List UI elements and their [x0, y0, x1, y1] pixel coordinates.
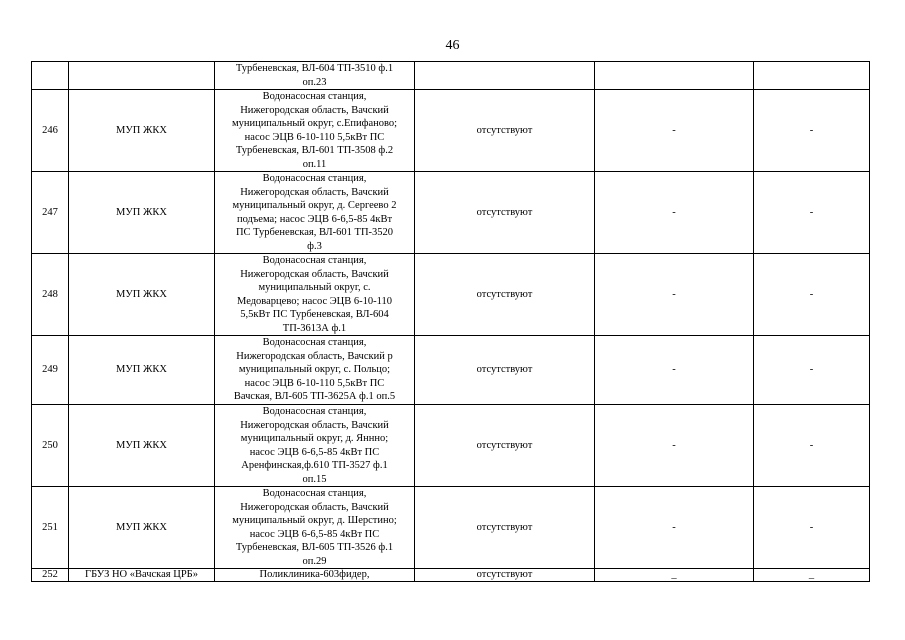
column-6-value: -	[754, 487, 870, 569]
object-line: Нижегородская область, Вачский	[240, 186, 389, 198]
object-line: муниципальный округ, д. Шерстино;	[232, 515, 397, 526]
row-number: 251	[32, 487, 69, 569]
column-5-value: -	[595, 90, 754, 172]
column-6-value: _	[754, 569, 870, 582]
table-row	[32, 487, 870, 569]
object-line: Медоварцево; насос ЭЦВ 6-10-110	[237, 295, 392, 307]
row-number	[32, 62, 69, 90]
object-line: муниципальный округ, д. Сергеево 2	[232, 200, 397, 211]
object-line: Аренфинская,ф.610 ТП-3527 ф.1	[241, 460, 388, 471]
object-line: Водонасосная станция,	[262, 488, 367, 499]
object-line: Турбеневская, ВЛ-605 ТП-3526 ф.1	[235, 542, 394, 553]
table-row	[32, 62, 870, 90]
object-line: оп.23	[302, 76, 327, 88]
column-5-value: -	[595, 405, 754, 487]
object-line: ТП-3613А ф.1	[282, 322, 347, 334]
status: отсутствуют	[415, 569, 595, 582]
row-number: 248	[32, 254, 69, 336]
object-line: Нижегородская область, Вачский	[240, 104, 389, 116]
organization: МУП ЖКХ	[69, 405, 215, 487]
object-description	[215, 90, 415, 172]
object-line: Водонасосная станция,	[262, 91, 367, 102]
column-5-value: -	[595, 336, 754, 405]
object-description	[215, 487, 415, 569]
table-row	[32, 172, 870, 254]
data-table	[31, 61, 870, 582]
object-line: насос ЭЦВ 6-10-110 5,5кВт ПС	[244, 131, 385, 143]
column-6-value: -	[754, 336, 870, 405]
object-description	[215, 62, 415, 90]
organization: МУП ЖКХ	[69, 336, 215, 405]
status	[415, 62, 595, 90]
column-5-value: -	[595, 254, 754, 336]
table-row	[32, 254, 870, 336]
object-line: оп.29	[302, 555, 327, 567]
object-line: ПС Турбеневская, ВЛ-601 ТП-3520	[235, 227, 394, 238]
column-6-value	[754, 62, 870, 90]
organization	[69, 62, 215, 90]
status: отсутствуют	[415, 405, 595, 487]
column-5-value: _	[595, 569, 754, 582]
object-line: насос ЭЦВ 6-6,5-85 4кВт ПС	[249, 446, 380, 458]
organization: МУП ЖКХ	[69, 487, 215, 569]
row-number: 249	[32, 336, 69, 405]
object-line: Нижегородская область, Вачский р	[236, 350, 393, 362]
status: отсутствуют	[415, 254, 595, 336]
organization: МУП ЖКХ	[69, 172, 215, 254]
column-6-value: -	[754, 172, 870, 254]
object-line: Нижегородская область, Вачский	[240, 419, 389, 431]
object-line: подъема; насос ЭЦВ 6-6,5-85 4кВт	[236, 213, 393, 225]
organization: ГБУЗ НО «Вачская ЦРБ»	[69, 569, 215, 582]
object-line: оп.11	[302, 158, 327, 170]
row-number: 247	[32, 172, 69, 254]
object-description	[215, 172, 415, 254]
object-line: ф.3	[307, 240, 322, 252]
organization: МУП ЖКХ	[69, 90, 215, 172]
object-line: Поликлиника-603фидер,	[259, 569, 370, 580]
object-line: Турбеневская, ВЛ-604 ТП-3510 ф.1	[235, 63, 394, 74]
column-5-value: -	[595, 172, 754, 254]
object-line: оп.15	[302, 473, 327, 485]
column-6-value: -	[754, 405, 870, 487]
object-line: Турбеневская, ВЛ-601 ТП-3508 ф.2	[235, 145, 394, 156]
object-description	[215, 569, 415, 582]
row-number: 246	[32, 90, 69, 172]
row-number: 252	[32, 569, 69, 582]
object-line: 5,5кВт ПС Турбеневская, ВЛ-604	[240, 309, 389, 320]
table-row	[32, 90, 870, 172]
object-line: Водонасосная станция,	[262, 337, 367, 349]
column-6-value: -	[754, 254, 870, 336]
status: отсутствуют	[415, 487, 595, 569]
object-description	[215, 405, 415, 487]
object-line: Водонасосная станция,	[262, 406, 367, 417]
column-5-value: -	[595, 487, 754, 569]
status: отсутствуют	[415, 90, 595, 172]
table-row	[32, 569, 870, 582]
status: отсутствуют	[415, 336, 595, 405]
object-line: Водонасосная станция,	[262, 255, 367, 266]
object-line: Вачская, ВЛ-605 ТП-3625А ф.1 оп.5	[233, 391, 396, 403]
object-line: муниципальный округ, д. Яннно;	[240, 433, 389, 444]
table-row	[32, 336, 870, 405]
object-line: Нижегородская область, Вачский	[240, 501, 389, 513]
table-row	[32, 405, 870, 487]
object-line: насос ЭЦВ 6-6,5-85 4кВт ПС	[249, 528, 380, 540]
object-line: муниципальный округ, с.	[258, 282, 371, 293]
object-line: Водонасосная станция,	[262, 173, 367, 184]
object-description	[215, 336, 415, 405]
column-5-value	[595, 62, 754, 90]
row-number: 250	[32, 405, 69, 487]
object-line: муниципальный округ, с.Епифаново;	[231, 118, 398, 129]
object-line: насос ЭЦВ 6-10-110 5,5кВт ПС	[244, 377, 385, 389]
object-description	[215, 254, 415, 336]
column-6-value: -	[754, 90, 870, 172]
page-number: 46	[445, 38, 460, 53]
organization: МУП ЖКХ	[69, 254, 215, 336]
object-line: Нижегородская область, Вачский	[240, 268, 389, 280]
table-body	[32, 62, 870, 582]
status: отсутствуют	[415, 172, 595, 254]
object-line: муниципальный округ, с. Польцо;	[238, 364, 391, 376]
